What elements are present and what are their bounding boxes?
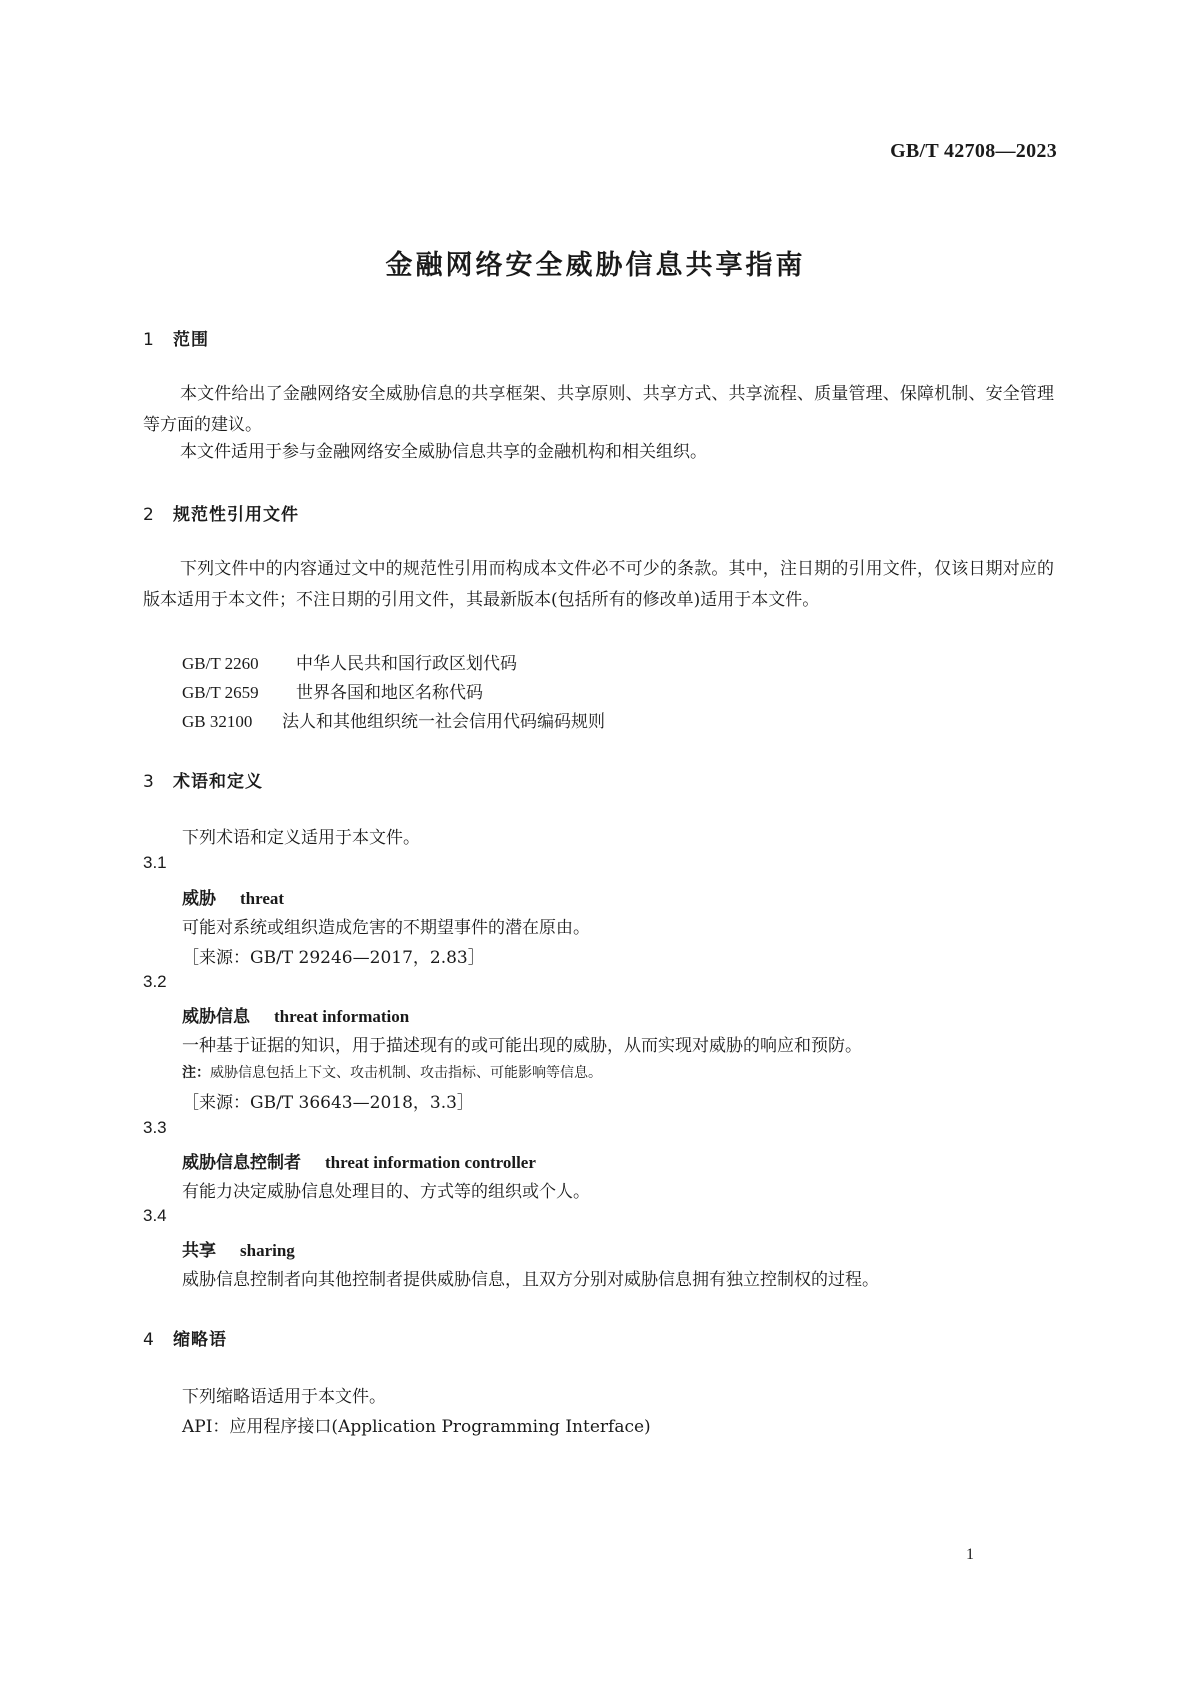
term-zh: 威胁 (182, 889, 216, 909)
section-1-paragraph-2: 本文件适用于参与金融网络安全威胁信息共享的金融机构和相关组织。 (180, 442, 707, 462)
section-2-paragraph-1: 下列文件中的内容通过文中的规范性引用而构成本文件必不可少的条款。其中，注日期的引用文件，仅该日期对应的版本适用于本文件；不注日期的引用文件，其最新版本(包括所有的修改单)适用于本文件。 (143, 559, 1054, 610)
reference-item (182, 678, 483, 703)
section-1-heading (143, 325, 209, 350)
term-source: ［来源：GB/T 36643—2018，3.3］ (182, 1093, 474, 1113)
note-label: 注： (182, 1065, 210, 1081)
term-en: threat information controller (325, 1153, 536, 1172)
term-heading (182, 1236, 295, 1261)
section-3-intro: 下列术语和定义适用于本文件。 (182, 828, 420, 848)
section-2-heading (143, 500, 299, 525)
section-title: 术语和定义 (173, 772, 263, 792)
term-note (182, 1062, 602, 1082)
reference-item (182, 649, 517, 674)
page-number: 1 (966, 1546, 974, 1563)
section-number: 1 (143, 330, 154, 350)
section-1-paragraph-1: 本文件给出了金融网络安全威胁信息的共享框架、共享原则、共享方式、共享流程、质量管理、保障机制、安全管理等方面的建议。 (143, 384, 1054, 435)
section-title: 规范性引用文件 (173, 505, 299, 525)
term-en: threat (240, 889, 285, 908)
term-number: 3.2 (143, 972, 167, 991)
document-title: 金融网络安全威胁信息共享指南 (385, 250, 806, 281)
term-definition: 有能力决定威胁信息处理目的、方式等的组织或个人。 (182, 1182, 590, 1202)
reference-title: 世界各国和地区名称代码 (296, 683, 483, 703)
reference-title: 法人和其他组织统一社会信用代码编码规则 (282, 712, 605, 732)
term-number: 3.1 (143, 853, 167, 872)
reference-code: GB 32100 (182, 712, 253, 731)
standard-code: GB/T 42708—2023 (890, 140, 1057, 162)
section-4-intro: 下列缩略语适用于本文件。 (182, 1387, 386, 1407)
term-heading (182, 884, 284, 909)
section-4-heading (143, 1325, 227, 1350)
term-definition: 可能对系统或组织造成危害的不期望事件的潜在原由。 (182, 918, 590, 938)
term-zh: 威胁信息控制者 (182, 1153, 301, 1173)
term-zh: 共享 (182, 1241, 216, 1261)
section-number: 4 (143, 1330, 154, 1350)
term-heading (182, 1002, 409, 1027)
section-number: 2 (143, 505, 154, 525)
reference-item (182, 707, 605, 732)
note-text: 威胁信息包括上下文、攻击机制、攻击指标、可能影响等信息。 (210, 1065, 602, 1081)
term-number: 3.3 (143, 1118, 167, 1137)
reference-title: 中华人民共和国行政区划代码 (296, 654, 517, 674)
term-zh: 威胁信息 (182, 1007, 250, 1027)
term-heading (182, 1148, 536, 1173)
abbreviation-item: API：应用程序接口(Application Programming Interface) (182, 1417, 651, 1437)
section-title: 缩略语 (173, 1330, 227, 1350)
term-en: threat information (274, 1007, 410, 1026)
section-number: 3 (143, 772, 154, 792)
term-source: ［来源：GB/T 29246—2017，2.83］ (182, 948, 485, 968)
reference-code: GB/T 2659 (182, 683, 259, 702)
section-title: 范围 (173, 330, 209, 350)
term-definition: 威胁信息控制者向其他控制者提供威胁信息，且双方分别对威胁信息拥有独立控制权的过程。 (182, 1270, 879, 1290)
term-definition: 一种基于证据的知识，用于描述现有的或可能出现的威胁，从而实现对威胁的响应和预防。 (182, 1036, 862, 1056)
section-3-heading (143, 767, 263, 792)
term-en: sharing (240, 1241, 295, 1260)
term-number: 3.4 (143, 1206, 167, 1225)
reference-code: GB/T 2260 (182, 654, 259, 673)
